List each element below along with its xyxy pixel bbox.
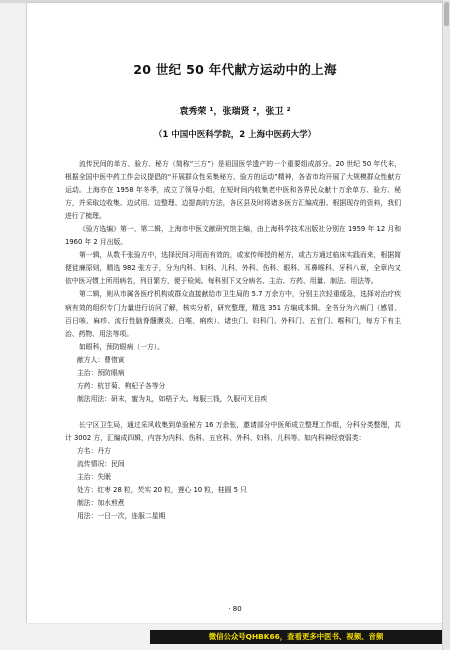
recipe-line: 主治：失眠 <box>77 473 111 482</box>
scrollbar-thumb[interactable] <box>444 2 449 26</box>
recipe-line: 流传情况：民间 <box>77 460 125 469</box>
paragraph: 流传民间的单方、验方、秘方（简称“三方”）是祖国医学遗产的一个重要组成部分。20 世纪 50 年代末，根据全国中医中药工作会议提倡的“开展群众性采集秘方、验方的运动”精神，各省市均开展了大规模群众性献方运动。上海亦在 1958 年冬季，成立了领导小组，在短时间内收集老中医和各界民众献十万余单方、验方、秘方，并采取边收集、边试用、边整理、边提高的方法，各区县及时将诸多医方汇编成册。根据现存的资料，我们进行了梳理。 <box>65 160 401 221</box>
recipe-line: 方名：丹方 <box>77 446 111 455</box>
paragraph: 如眼科，预防眼病（一方）。 <box>79 342 164 351</box>
article-body <box>65 158 401 523</box>
document-page <box>26 3 444 623</box>
recipe-line: 制法：加水煎煮 <box>77 499 125 508</box>
paragraph: 第一辑，从数千张验方中，选择民间习用而有效的，或家传师授的秘方，或古方通过临床实践而来，根据简便徒廉原则，精选 982 张方子，分为内科、妇科、儿科、外科、伤科、眼科、耳鼻喉科、牙科八章，全章内又依中医习惯上所用病名，列目繁方，便于检阅。每科别下又分病名、主治、方药、用量、制法、用法等。 <box>65 251 401 286</box>
vertical-scrollbar[interactable] <box>442 0 450 650</box>
recipe-line: 制法用法：研末，蜜为丸，如梧子大。每服三钱，久服可无目疾 <box>77 394 268 403</box>
paragraph: 第二辑，则从市属各医疗机构或群众直接献给市卫生局的 5.7 万余方中，分别主次轻重缓急，选择对治疗疾病有效的组织专门力量进行访问了解，核实分析，研究整理，精选 351 方编成本辑。全书分为六病门（感冒、百日咳、麻疹、流行性脑脊髓膜炎、白喉、痢疾）、诸虫门、妇科门、外科门、五官门、喉科门，每方下有主治、药物、用法等项。 <box>65 290 401 338</box>
recipe-line: 处方：红枣 28 粒，芡实 20 粒，莲心 10 粒，桂圆 5 只 <box>77 486 247 495</box>
article-title: 20 世纪 50 年代献方运动中的上海 <box>133 62 337 77</box>
recipe-line: 用法：一日一次，连服二星期 <box>77 512 166 521</box>
article-authors: 袁秀荣 ¹，张瑞贤 ²，张卫 ² <box>179 107 291 117</box>
recipe-line: 主治：预防眼病 <box>77 368 125 377</box>
article-affiliation: （1 中国中医科学院，2 上海中医药大学） <box>153 130 317 140</box>
paragraph: 长宁区卫生局，通过采风收集到单验秘方 16 万余张，邀请部分中医师成立整理工作组，分科分类整理，共计 3002 方，汇编成四辑，内容为内科、伤科、五官科、外科、妇科、儿科等。如内科神经衰弱类： <box>65 420 401 442</box>
paragraph-gap <box>65 406 401 419</box>
watermark-banner: 微信公众号QHBK66，查看更多中医书、视频、音频 <box>150 630 442 644</box>
page-number: · 80 <box>228 605 242 613</box>
recipe-line: 献方人：曹惜寅 <box>77 355 125 364</box>
recipe-line: 方药：杭甘菊、枸杞子各等分 <box>77 381 166 390</box>
paragraph: 《验方选编》第一、第二辑，上海市中医文献研究馆主编，由上海科学技术出版社分别在 1959 年 12 月和 1960 年 2 月出版。 <box>65 225 401 247</box>
